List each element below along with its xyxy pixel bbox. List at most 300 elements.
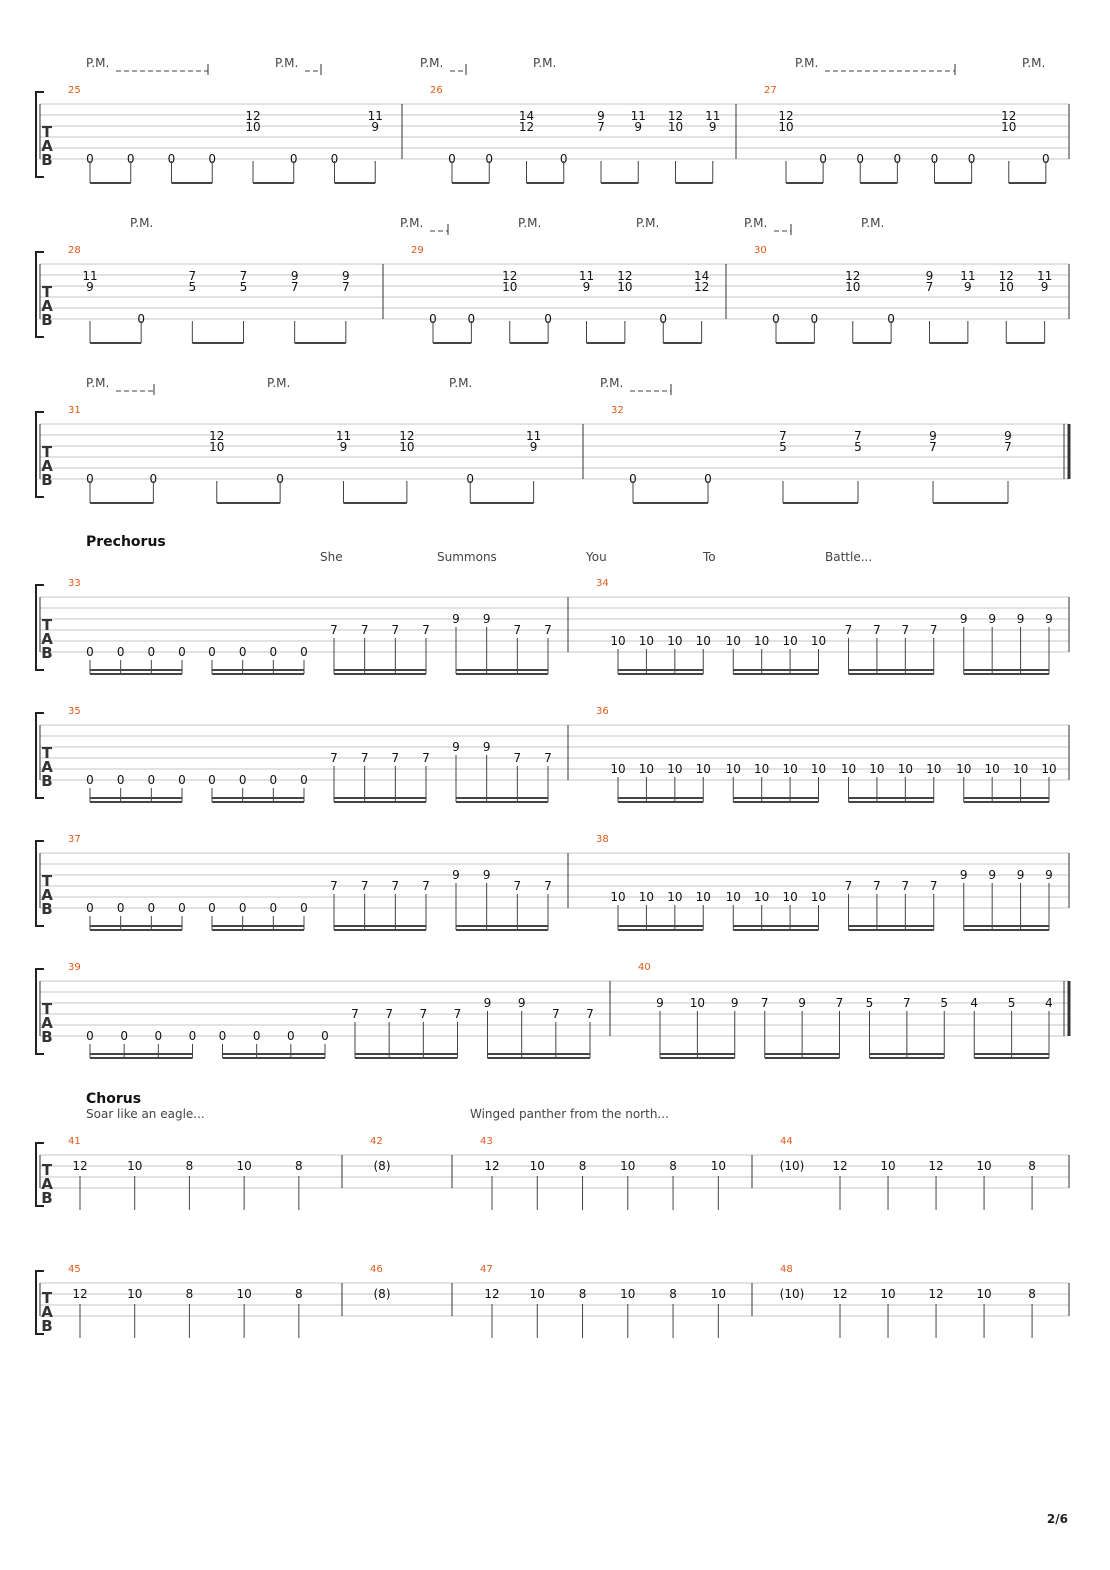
measure-number: 27 — [764, 85, 777, 96]
fret-number: 0 — [289, 152, 298, 166]
fret-number: 9 — [798, 996, 806, 1010]
measure — [484, 1287, 726, 1338]
lyric: You — [586, 550, 607, 564]
measure — [629, 429, 1012, 503]
fret-number: 9 — [483, 996, 492, 1010]
tab-letter: B — [41, 1028, 53, 1046]
fret-number: 12 — [245, 109, 261, 123]
fret-number: 7 — [1004, 440, 1012, 454]
fret-number: 14 — [518, 109, 535, 123]
fret-number: 11 — [705, 109, 721, 123]
fret-number: 10 — [782, 890, 798, 904]
fret-number: 7 — [544, 879, 552, 893]
fret-number: 0 — [86, 152, 94, 166]
fret-number: 0 — [269, 645, 278, 659]
fret-number: 0 — [930, 152, 939, 166]
fret-number: 7 — [330, 751, 338, 765]
fret-number: 10 — [245, 120, 261, 134]
fret-number: 5 — [1007, 996, 1016, 1010]
fret-number: 0 — [544, 312, 552, 326]
measure-number: 28 — [68, 245, 81, 256]
fret-number: 0 — [300, 645, 308, 659]
fret-number: 10 — [976, 1159, 992, 1173]
measure — [86, 868, 552, 930]
fret-number: (10) — [779, 1287, 805, 1301]
fret-number: 10 — [667, 634, 683, 648]
tab-letter: A — [41, 457, 53, 475]
fret-number: 10 — [810, 890, 827, 904]
fret-number: 0 — [208, 152, 217, 166]
measure-number: 40 — [638, 962, 651, 973]
fret-number: 7 — [330, 623, 338, 637]
fret-number: 12 — [928, 1287, 944, 1301]
fret-number: 0 — [810, 312, 819, 326]
fret-number: 0 — [559, 152, 568, 166]
tab-letter: A — [41, 630, 53, 648]
fret-number: 0 — [967, 152, 976, 166]
fret-number: 9 — [597, 109, 605, 123]
fret-number: 7 — [453, 1007, 462, 1021]
fret-number: (10) — [779, 1159, 805, 1173]
fret-number: 12 — [845, 269, 861, 283]
fret-number: 8 — [669, 1287, 677, 1301]
fret-number: 9 — [959, 612, 968, 626]
fret-number: 8 — [295, 1287, 303, 1301]
fret-number: 10 — [710, 1159, 726, 1173]
fret-number: 12 — [484, 1159, 500, 1173]
fret-number: 5 — [940, 996, 949, 1010]
fret-number: 0 — [659, 312, 668, 326]
fret-number: 0 — [287, 1029, 295, 1043]
fret-number: 9 — [482, 612, 491, 626]
lyric: Soar like an eagle... — [86, 1107, 205, 1121]
fret-number: 10 — [620, 1287, 636, 1301]
palm-mute-label: P.M. — [449, 376, 473, 390]
measure — [374, 1287, 391, 1301]
fret-number: 8 — [295, 1159, 303, 1173]
tab-letter: B — [41, 1189, 53, 1207]
fret-number: 12 — [502, 269, 518, 283]
fret-number: 0 — [485, 152, 494, 166]
fret-number: 4 — [1045, 996, 1053, 1010]
tab-system — [36, 834, 1069, 930]
measure — [772, 269, 1052, 343]
fret-number: 0 — [154, 1029, 163, 1043]
fret-number: 9 — [730, 996, 739, 1010]
fret-number: 0 — [208, 645, 216, 659]
fret-number: 10 — [127, 1287, 143, 1301]
fret-number: 7 — [419, 1007, 428, 1021]
fret-number: 0 — [126, 152, 135, 166]
tab-system — [36, 376, 1069, 503]
fret-number: 12 — [1001, 109, 1017, 123]
fret-number: 10 — [667, 762, 683, 776]
measure-number: 43 — [480, 1136, 493, 1147]
fret-number: 7 — [422, 751, 430, 765]
fret-number: 12 — [832, 1287, 848, 1301]
tab-letter: T — [41, 1000, 53, 1018]
fret-number: 11 — [525, 429, 542, 443]
fret-number: 12 — [693, 280, 710, 294]
measure — [374, 1159, 391, 1173]
measure — [72, 1287, 302, 1338]
fret-number: 9 — [86, 280, 94, 294]
fret-number: 9 — [1040, 280, 1049, 294]
fret-number: 5 — [865, 996, 874, 1010]
fret-number: 7 — [844, 623, 853, 637]
fret-number: 10 — [840, 762, 857, 776]
fret-number: 11 — [82, 269, 98, 283]
tab-letter: T — [41, 443, 53, 461]
fret-number: 10 — [869, 762, 885, 776]
tab-letter: T — [41, 744, 53, 762]
fret-number: 10 — [610, 890, 626, 904]
fret-number: 12 — [832, 1159, 848, 1173]
fret-number: 0 — [218, 1029, 227, 1043]
fret-number: 10 — [725, 762, 741, 776]
tab-letter: A — [41, 1175, 53, 1193]
fret-number: 0 — [893, 152, 902, 166]
fret-number: 10 — [236, 1159, 252, 1173]
fret-number: 9 — [1016, 868, 1025, 882]
tab-letter: T — [41, 1289, 53, 1307]
measure — [656, 996, 1053, 1058]
fret-number: 0 — [178, 645, 186, 659]
tab-letter: B — [41, 772, 53, 790]
fret-number: 9 — [988, 868, 996, 882]
measure-number: 47 — [480, 1264, 493, 1275]
measure-number: 35 — [68, 706, 81, 717]
fret-number: 8 — [185, 1159, 194, 1173]
fret-number: 0 — [208, 901, 216, 915]
fret-number: 12 — [72, 1287, 88, 1301]
measure-number: 33 — [68, 578, 81, 589]
tab-letter: T — [41, 283, 53, 301]
fret-number: 0 — [276, 472, 284, 486]
fret-number: 9 — [582, 280, 591, 294]
fret-number: 10 — [1012, 762, 1029, 776]
fret-number: 5 — [239, 280, 248, 294]
palm-mute-label: P.M. — [1022, 56, 1046, 70]
measure-number: 45 — [68, 1264, 81, 1275]
palm-mute-label: P.M. — [861, 216, 885, 230]
fret-number: 7 — [290, 280, 299, 294]
fret-number: 0 — [149, 472, 158, 486]
fret-number: 4 — [970, 996, 979, 1010]
fret-number: 10 — [880, 1287, 896, 1301]
palm-mute-label: P.M. — [130, 216, 154, 230]
fret-number: 0 — [116, 645, 125, 659]
fret-number: 0 — [856, 152, 865, 166]
fret-number: 0 — [137, 312, 145, 326]
fret-number: 7 — [385, 1007, 393, 1021]
palm-mute-label: P.M. — [267, 376, 291, 390]
fret-number: 0 — [300, 901, 308, 915]
fret-number: 12 — [209, 429, 225, 443]
fret-number: 8 — [1028, 1159, 1036, 1173]
fret-number: 10 — [782, 762, 798, 776]
tab-letter: A — [41, 886, 53, 904]
fret-number: 9 — [452, 740, 460, 754]
fret-number: 0 — [86, 901, 94, 915]
measure-number: 42 — [370, 1136, 383, 1147]
fret-number: 10 — [810, 762, 827, 776]
tab-system — [36, 534, 1069, 674]
tab-letter: B — [41, 471, 53, 489]
tab-letter: A — [41, 297, 53, 315]
fret-number: 12 — [399, 429, 415, 443]
lyric: Battle... — [825, 550, 873, 564]
fret-number: 10 — [610, 634, 626, 648]
measure-number: 36 — [596, 706, 609, 717]
fret-number: 12 — [778, 109, 794, 123]
fret-number: 9 — [929, 429, 937, 443]
fret-number: 10 — [778, 120, 794, 134]
fret-number: 14 — [693, 269, 710, 283]
measure — [86, 740, 552, 802]
fret-number: 7 — [901, 879, 910, 893]
fret-number: 5 — [854, 440, 862, 454]
fret-number: 0 — [120, 1029, 128, 1043]
fret-number: 0 — [819, 152, 827, 166]
measure — [780, 1287, 1036, 1338]
fret-number: 12 — [928, 1159, 944, 1173]
fret-number: 10 — [617, 280, 633, 294]
fret-number: 7 — [342, 280, 350, 294]
fret-number: 9 — [964, 280, 972, 294]
measure — [86, 612, 552, 674]
lyric: To — [703, 550, 716, 564]
fret-number: 7 — [901, 623, 910, 637]
fret-number: 7 — [188, 269, 197, 283]
fret-number: 10 — [810, 634, 827, 648]
fret-number: 10 — [754, 634, 770, 648]
fret-number: 10 — [667, 120, 684, 134]
fret-number: 9 — [708, 120, 717, 134]
fret-number: 7 — [360, 879, 369, 893]
fret-number: 7 — [552, 1007, 560, 1021]
fret-number: 0 — [208, 773, 216, 787]
fret-number: 10 — [926, 762, 942, 776]
tab-letter: T — [41, 872, 53, 890]
fret-number: (8) — [373, 1159, 391, 1173]
fret-number: 10 — [399, 440, 415, 454]
fret-number: 0 — [448, 152, 456, 166]
tab-letter: A — [41, 137, 53, 155]
fret-number: 0 — [188, 1029, 197, 1043]
measure — [448, 109, 720, 183]
fret-number: 7 — [513, 623, 522, 637]
fret-number: 0 — [86, 645, 94, 659]
fret-number: 9 — [452, 612, 460, 626]
measure-number: 26 — [430, 85, 443, 96]
fret-number: 7 — [929, 879, 938, 893]
fret-number: 0 — [86, 773, 94, 787]
fret-number: 9 — [482, 868, 491, 882]
fret-number: 9 — [290, 269, 299, 283]
fret-number: 9 — [342, 269, 350, 283]
fret-number: 10 — [502, 280, 518, 294]
fret-number: 10 — [1041, 762, 1057, 776]
measure-number: 44 — [780, 1136, 793, 1147]
lyric: She — [320, 550, 343, 564]
palm-mute-label: P.M. — [533, 56, 557, 70]
fret-number: 7 — [844, 879, 853, 893]
fret-number: 0 — [116, 773, 125, 787]
fret-number: 10 — [845, 280, 861, 294]
fret-number: 10 — [689, 996, 706, 1010]
fret-number: 10 — [754, 890, 770, 904]
fret-number: 10 — [984, 762, 1000, 776]
fret-number: 0 — [300, 773, 308, 787]
fret-number: 8 — [1028, 1287, 1036, 1301]
tab-letter: A — [41, 1303, 53, 1321]
fret-number: 0 — [887, 312, 895, 326]
fret-number: 10 — [529, 1287, 545, 1301]
fret-number: 10 — [638, 890, 655, 904]
fret-number: 11 — [578, 269, 595, 283]
measure-number: 38 — [596, 834, 609, 845]
measure — [484, 1159, 726, 1210]
tab-letter: B — [41, 311, 53, 329]
palm-mute-label: P.M. — [420, 56, 444, 70]
fret-number: (8) — [373, 1287, 391, 1301]
fret-number: 10 — [998, 280, 1014, 294]
fret-number: 7 — [854, 429, 862, 443]
measure-number: 41 — [68, 1136, 81, 1147]
fret-number: 9 — [517, 996, 526, 1010]
palm-mute-label: P.M. — [518, 216, 542, 230]
measure-number: 48 — [780, 1264, 793, 1275]
tab-letter: T — [41, 123, 53, 141]
section-title: Chorus — [86, 1091, 142, 1107]
fret-number: 5 — [779, 440, 787, 454]
fret-number: 9 — [1004, 429, 1012, 443]
fret-number: 7 — [835, 996, 844, 1010]
measure-number: 32 — [611, 405, 624, 416]
tab-system — [36, 1091, 1069, 1210]
fret-number: 0 — [330, 152, 339, 166]
measure — [82, 269, 349, 343]
fret-number: 9 — [925, 269, 934, 283]
measure — [86, 429, 541, 503]
fret-number: 8 — [669, 1159, 677, 1173]
fret-number: 10 — [976, 1287, 992, 1301]
fret-number: 0 — [252, 1029, 261, 1043]
fret-number: 10 — [782, 634, 798, 648]
measure-number: 46 — [370, 1264, 383, 1275]
fret-number: 9 — [339, 440, 348, 454]
fret-number: 7 — [873, 623, 881, 637]
palm-mute-label: P.M. — [86, 56, 110, 70]
fret-number: 0 — [147, 901, 156, 915]
lyric: Winged panther from the north... — [470, 1107, 669, 1121]
fret-number: 10 — [236, 1287, 252, 1301]
fret-number: 10 — [127, 1159, 143, 1173]
fret-number: 7 — [391, 879, 400, 893]
fret-number: 0 — [178, 901, 186, 915]
palm-mute-label: P.M. — [600, 376, 624, 390]
tab-letter: B — [41, 1317, 53, 1335]
fret-number: 12 — [72, 1159, 88, 1173]
fret-number: 10 — [880, 1159, 896, 1173]
fret-number: 10 — [638, 762, 655, 776]
fret-number: 10 — [754, 762, 770, 776]
palm-mute-label: P.M. — [400, 216, 424, 230]
fret-number: 10 — [667, 890, 683, 904]
fret-number: 9 — [959, 868, 968, 882]
fret-number: 0 — [466, 472, 475, 486]
tab-letter: B — [41, 151, 53, 169]
fret-number: 10 — [1001, 120, 1017, 134]
fret-number: 7 — [360, 623, 369, 637]
fret-number: 10 — [956, 762, 972, 776]
fret-number: 9 — [529, 440, 538, 454]
fret-number: 8 — [185, 1287, 194, 1301]
fret-number: 7 — [391, 751, 400, 765]
fret-number: 7 — [929, 440, 937, 454]
fret-number: 8 — [578, 1287, 587, 1301]
fret-number: 0 — [238, 773, 247, 787]
tab-letter: T — [41, 1161, 53, 1179]
fret-number: 12 — [518, 120, 535, 134]
fret-number: 10 — [695, 762, 711, 776]
fret-number: 0 — [429, 312, 437, 326]
fret-number: 11 — [960, 269, 976, 283]
measure-number: 30 — [754, 245, 767, 256]
fret-number: 0 — [269, 901, 278, 915]
tab-letter: B — [41, 900, 53, 918]
fret-number: 7 — [422, 879, 430, 893]
measure — [86, 996, 594, 1058]
palm-mute-label: P.M. — [86, 376, 110, 390]
fret-number: 10 — [710, 1287, 726, 1301]
fret-number: 5 — [188, 280, 197, 294]
measure — [610, 868, 1052, 930]
tab-system — [36, 962, 1069, 1058]
fret-number: 0 — [86, 1029, 94, 1043]
fret-number: 10 — [620, 1159, 636, 1173]
measure-number: 25 — [68, 85, 81, 96]
fret-number: 0 — [1042, 152, 1050, 166]
measure — [778, 109, 1049, 183]
fret-number: 7 — [760, 996, 769, 1010]
lyric: Summons — [437, 550, 497, 564]
fret-number: 11 — [630, 109, 646, 123]
fret-number: 0 — [467, 312, 476, 326]
measure — [429, 269, 709, 343]
fret-number: 7 — [513, 879, 522, 893]
tab-letter: B — [41, 644, 53, 662]
fret-number: 0 — [86, 472, 94, 486]
fret-number: 9 — [1045, 612, 1053, 626]
measure — [72, 1159, 302, 1210]
fret-number: 0 — [704, 472, 712, 486]
tab-system — [36, 216, 1069, 343]
tab-letter: A — [41, 1014, 53, 1032]
tab-letter: T — [41, 616, 53, 634]
palm-mute-label: P.M. — [275, 56, 299, 70]
fret-number: 7 — [586, 1007, 594, 1021]
measure-number: 29 — [411, 245, 424, 256]
fret-number: 7 — [929, 623, 938, 637]
measure — [610, 612, 1052, 674]
palm-mute-label: P.M. — [636, 216, 660, 230]
fret-number: 7 — [513, 751, 522, 765]
fret-number: 9 — [1016, 612, 1025, 626]
measure-number: 31 — [68, 405, 81, 416]
fret-number: 10 — [209, 440, 225, 454]
